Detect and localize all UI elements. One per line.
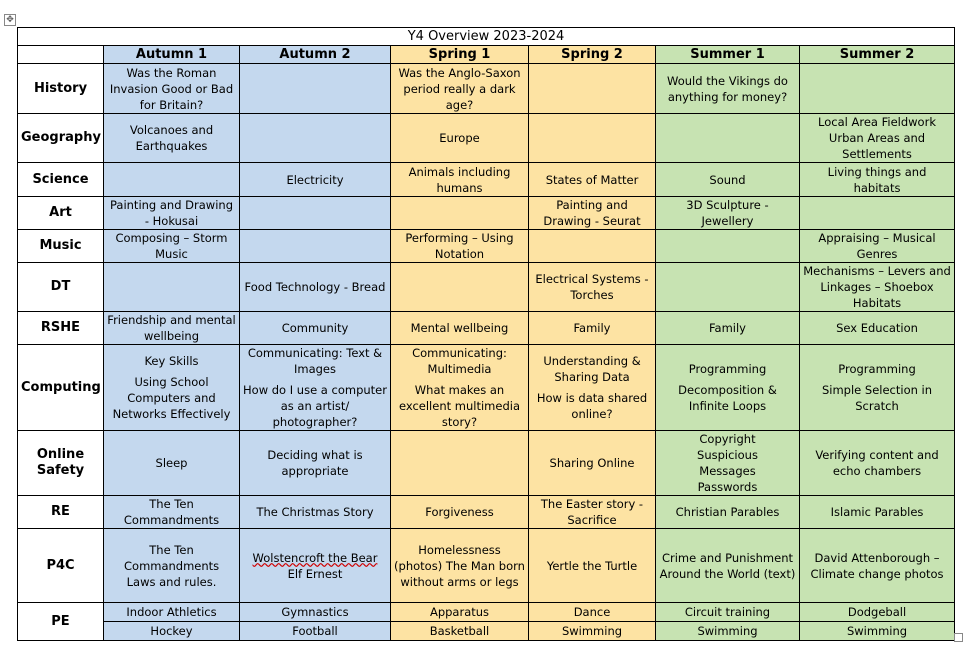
table-row	[18, 163, 955, 197]
table-cell	[240, 529, 391, 603]
table-row	[18, 64, 955, 114]
table-cell	[104, 345, 240, 431]
table-cell	[800, 345, 955, 431]
table-cell	[240, 114, 391, 163]
subject-label: Geography	[18, 114, 104, 163]
table-cell: Animals including humans	[391, 163, 529, 197]
table-cell: Was the Roman Invasion Good or Bad for Britain?	[104, 64, 240, 114]
cell-line: Understanding & Sharing Data	[543, 354, 641, 384]
table-cell: Volcanoes and Earthquakes	[104, 114, 240, 163]
table-cell: Sound	[656, 163, 800, 197]
term-header: Spring 2	[529, 46, 656, 64]
table-cell: Football	[240, 622, 391, 641]
cell-line: Decomposition & Infinite Loops	[678, 383, 777, 413]
table-cell: Painting and Drawing - Hokusai	[104, 197, 240, 230]
table-cell: Copyright Suspicious Messages Passwords	[656, 431, 800, 496]
subject-label: History	[18, 64, 104, 114]
table-cell: Was the Anglo-Saxon period really a dark age?	[391, 64, 529, 114]
table-cell: Family	[529, 312, 656, 345]
table-cell	[240, 230, 391, 263]
corner-cell	[18, 46, 104, 64]
table-row	[18, 496, 955, 529]
table-cell: The Ten Commandments	[104, 496, 240, 529]
table-cell	[656, 263, 800, 312]
table-cell: The Ten Commandments Laws and rules.	[104, 529, 240, 603]
table-move-handle-icon[interactable]: ✥	[4, 14, 16, 26]
table-cell	[391, 197, 529, 230]
table-cell: Islamic Parables	[800, 496, 955, 529]
table-cell	[800, 64, 955, 114]
table-cell	[529, 114, 656, 163]
table-cell: Swimming	[800, 622, 955, 641]
subject-label: PE	[18, 603, 104, 641]
term-header: Autumn 1	[104, 46, 240, 64]
overview-table	[17, 27, 955, 641]
term-header: Autumn 2	[240, 46, 391, 64]
table-cell	[104, 163, 240, 197]
table-cell: Apparatus	[391, 603, 529, 622]
term-header: Summer 1	[656, 46, 800, 64]
table-cell	[240, 345, 391, 431]
subject-label: DT	[18, 263, 104, 312]
subject-label: Art	[18, 197, 104, 230]
table-cell: David Attenborough – Climate change photos	[800, 529, 955, 603]
table-cell: Dance	[529, 603, 656, 622]
table-cell	[240, 64, 391, 114]
table-cell: Family	[656, 312, 800, 345]
table-resize-handle[interactable]	[954, 633, 963, 642]
table-cell: Deciding what is appropriate	[240, 431, 391, 496]
table-cell	[529, 64, 656, 114]
table-row	[18, 345, 955, 431]
cell-line: Simple Selection in Scratch	[821, 383, 933, 413]
cell-line: Using School Computers and Networks Effectively	[112, 375, 231, 421]
table-row	[18, 529, 955, 603]
table-cell: Europe	[391, 114, 529, 163]
table-cell: The Easter story - Sacrifice	[529, 496, 656, 529]
table-cell: Christian Parables	[656, 496, 800, 529]
table-cell	[104, 263, 240, 312]
table-cell: Gymnastics	[240, 603, 391, 622]
table-cell	[391, 345, 529, 431]
subject-label: Online Safety	[18, 431, 104, 496]
table-cell: Electrical Systems - Torches	[529, 263, 656, 312]
table-cell	[391, 263, 529, 312]
cell-line: How is data shared online?	[536, 391, 648, 421]
cell-line: How do I use a computer as an artist/ photographer?	[243, 383, 387, 429]
table-cell: Painting and Drawing - Seurat	[529, 197, 656, 230]
cell-line: Elf Ernest	[287, 566, 343, 581]
table-cell: Verifying content and echo chambers	[800, 431, 955, 496]
table-cell	[656, 114, 800, 163]
table-cell	[800, 197, 955, 230]
cell-line: Programming	[838, 362, 916, 376]
table-cell: States of Matter	[529, 163, 656, 197]
subject-label: RSHE	[18, 312, 104, 345]
table-cell: Mental wellbeing	[391, 312, 529, 345]
table-cell: Swimming	[656, 622, 800, 641]
table-cell: Food Technology - Bread	[240, 263, 391, 312]
table-cell: Local Area Fieldwork Urban Areas and Settlements	[800, 114, 955, 163]
table-cell	[656, 230, 800, 263]
table-cell: Sharing Online	[529, 431, 656, 496]
table-cell: Performing – Using Notation	[391, 230, 529, 263]
table-cell: Would the Vikings do anything for money?	[656, 64, 800, 114]
table-cell: Dodgeball	[800, 603, 955, 622]
cell-line: Key Skills	[144, 354, 199, 368]
table-cell: Living things and habitats	[800, 163, 955, 197]
table-cell	[529, 230, 656, 263]
table-cell: Forgiveness	[391, 496, 529, 529]
table-row	[18, 622, 955, 641]
term-header-row	[18, 46, 955, 64]
table-cell: Friendship and mental wellbeing	[104, 312, 240, 345]
table-cell: Indoor Athletics	[104, 603, 240, 622]
table-row	[18, 197, 955, 230]
table-row	[18, 114, 955, 163]
subject-label: P4C	[18, 529, 104, 603]
table-cell: Mechanisms – Levers and Linkages – Shoebox Habitats	[800, 263, 955, 312]
table-cell: Sleep	[104, 431, 240, 496]
subject-label: Science	[18, 163, 104, 197]
table-cell: Hockey	[104, 622, 240, 641]
cell-line: Programming	[688, 362, 767, 376]
subject-label: Computing	[18, 345, 104, 431]
table-row	[18, 431, 955, 496]
table-cell	[391, 431, 529, 496]
cell-line: What makes an excellent multimedia story?	[398, 383, 520, 429]
table-cell: 3D Sculpture - Jewellery	[656, 197, 800, 230]
term-header: Summer 2	[800, 46, 955, 64]
table-cell: Homelessness (photos) The Man born without arms or legs	[391, 529, 529, 603]
table-cell: Community	[240, 312, 391, 345]
table-cell: Crime and Punishment Around the World (text)	[656, 529, 800, 603]
subject-label: RE	[18, 496, 104, 529]
table-cell: Swimming	[529, 622, 656, 641]
table-cell	[656, 345, 800, 431]
table-row	[18, 230, 955, 263]
cell-line: Wolstencroft the Bear	[252, 550, 378, 565]
table-cell: Sex Education	[800, 312, 955, 345]
table-cell: Circuit training	[656, 603, 800, 622]
table-cell	[240, 197, 391, 230]
table-row	[18, 263, 955, 312]
table-cell: Basketball	[391, 622, 529, 641]
term-header: Spring 1	[391, 46, 529, 64]
table-title: Y4 Overview 2023-2024	[18, 28, 955, 46]
table-row	[18, 603, 955, 622]
table-cell: Yertle the Turtle	[529, 529, 656, 603]
table-cell: Electricity	[240, 163, 391, 197]
cell-line: Communicating: Text & Images	[247, 346, 383, 376]
table-cell	[529, 345, 656, 431]
table-cell: Appraising – Musical Genres	[800, 230, 955, 263]
subject-label: Music	[18, 230, 104, 263]
table-cell: Composing – Storm Music	[104, 230, 240, 263]
table-row	[18, 312, 955, 345]
cell-line: Communicating: Multimedia	[412, 346, 507, 376]
table-cell: The Christmas Story	[240, 496, 391, 529]
